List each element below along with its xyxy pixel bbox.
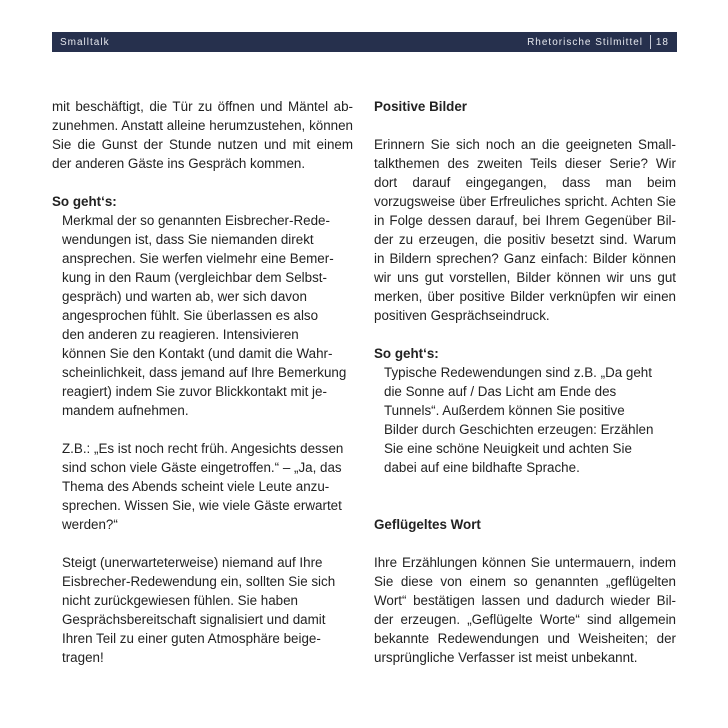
text-line: positiven Gesprächseindruck. [374, 308, 550, 323]
text-line: können Sie den Kontakt (und damit die Wahr- [62, 346, 333, 361]
text-line: wir uns gut vorstellen, Bilder können wir uns gut [374, 270, 676, 285]
text-line: die Sonne auf / Das Licht am Ende des [384, 384, 617, 399]
section-heading-gefluegeltes-wort: Geflügeltes Wort [374, 517, 481, 532]
page-number: 18 [655, 37, 669, 48]
text-line: reagiert) indem Sie zuvor Blickkontakt mit je- [62, 384, 327, 399]
text-line: Steigt (unerwarteterweise) niemand auf Ihre [62, 555, 323, 570]
text-line: in Folge dessen darauf, bei Ihrem Gegenüber Bil- [374, 213, 676, 228]
text-line: Thema des Abends scheint viele Leute anzu- [62, 479, 330, 494]
text-line: der zu erzeugen, die positiv besetzt sind. Warum [374, 232, 676, 247]
text-line: scheinlichkeit, dass jemand auf Ihre Bemerkung [62, 365, 347, 380]
example-paragraph [52, 439, 353, 534]
winged-words-paragraph [374, 553, 676, 667]
section-heading-positive-bilder: Positive Bilder [374, 99, 468, 114]
text-line: Sie diese von einem so genannten „geflügelten [374, 574, 676, 589]
intro-paragraph [52, 97, 353, 173]
closing-paragraph [52, 553, 353, 667]
section-heading-so-gehts: So geht‘s: [52, 194, 117, 209]
text-line: vorzugsweise über Erfreuliches spricht. Achten Sie [374, 194, 676, 209]
text-line: ursprüngliche Verfasser ist meist unbekannt. [374, 650, 638, 665]
text-line: mit beschäftigt, die Tür zu öffnen und Mäntel ab- [52, 99, 353, 114]
text-line: der anderen Gäste ins Gespräch kommen. [52, 156, 306, 171]
text-line: dabei auf eine bildhafte Sprache. [384, 460, 580, 475]
text-line: Merkmal der so genannten Eisbrecher-Rede- [62, 213, 330, 228]
left-column [52, 97, 353, 667]
text-line: ansprechen. Sie werfen vielmehr eine Bemer- [62, 251, 334, 266]
text-line: Z.B.: „Es ist noch recht früh. Angesichts dessen [62, 441, 344, 456]
text-line: Sie die Gunst der Stunde nutzen und mit einem [52, 137, 353, 152]
text-line: Tunnels“. Außerdem können Sie positive [384, 403, 625, 418]
text-line: kung in den Raum (vergleichbar dem Selbst- [62, 270, 327, 285]
text-line: Ihren Teil zu einer guten Atmosphäre beige- [62, 631, 321, 646]
text-line: Erinnern Sie sich noch an die geeigneten Small- [374, 137, 676, 152]
right-column [374, 97, 676, 667]
text-line: Eisbrecher-Redewendung ein, sollten Sie sich [62, 574, 336, 589]
text-line: dort darauf eingegangen, dass man beim [374, 175, 676, 190]
text-line: in Bildern sprechen? Ganz einfach: Bilder können [374, 251, 676, 266]
text-line: den anderen zu reagieren. Intensivieren [62, 327, 299, 342]
text-line: sprechen. Wissen Sie, wie viele Gäste erwartet [62, 498, 342, 513]
text-line: Ihre Erzählungen können Sie untermauern, indem [374, 555, 676, 570]
text-line: werden?“ [62, 517, 118, 532]
header-section-title: Smalltalk [60, 37, 110, 48]
header-topic-title: Rhetorische Stilmittel [527, 37, 643, 48]
text-line: tragen! [62, 650, 104, 665]
text-line: Wort“ bestätigen lassen und dadurch wieder Bil- [374, 593, 676, 608]
text-line: gespräch) und warten ab, wer sich davon [62, 289, 307, 304]
text-line: Sie eine schöne Neuigkeit und achten Sie [384, 441, 632, 456]
text-line: bekannte Redewendungen und Weisheiten; der [374, 631, 676, 646]
method-paragraph [52, 211, 353, 420]
text-line: zunehmen. Anstatt alleine herumzustehen, können [52, 118, 353, 133]
text-line: mandem aufnehmen. [62, 403, 189, 418]
text-line: Typische Redewendungen sind z.B. „Da geht [384, 365, 652, 380]
typical-phrases-paragraph [374, 363, 676, 477]
text-line: nicht zurückgewiesen fühlen. Sie haben [62, 593, 298, 608]
text-line: Gesprächsbereitschaft signalisiert und damit [62, 612, 326, 627]
text-line: wendungen ist, dass Sie niemanden direkt [62, 232, 314, 247]
section-heading-so-gehts-2: So geht‘s: [374, 346, 439, 361]
positive-images-paragraph [374, 135, 676, 325]
text-line: talkthemen des zweiten Teils dieser Serie? Wir [374, 156, 676, 171]
text-line: Bilder durch Geschichten erzeugen: Erzählen [384, 422, 654, 437]
text-line: sind schon viele Gäste eingetroffen.“ – „Ja, das [62, 460, 342, 475]
text-line: merken, über positive Bilder verknüpfen wir einen [374, 289, 676, 304]
text-line: angesprochen fühlt. Sie überlassen es also [62, 308, 319, 323]
text-line: der erzeugen. „Geflügelte Worte“ sind allgemein [374, 612, 676, 627]
header-divider [650, 35, 651, 49]
running-header [52, 32, 677, 52]
